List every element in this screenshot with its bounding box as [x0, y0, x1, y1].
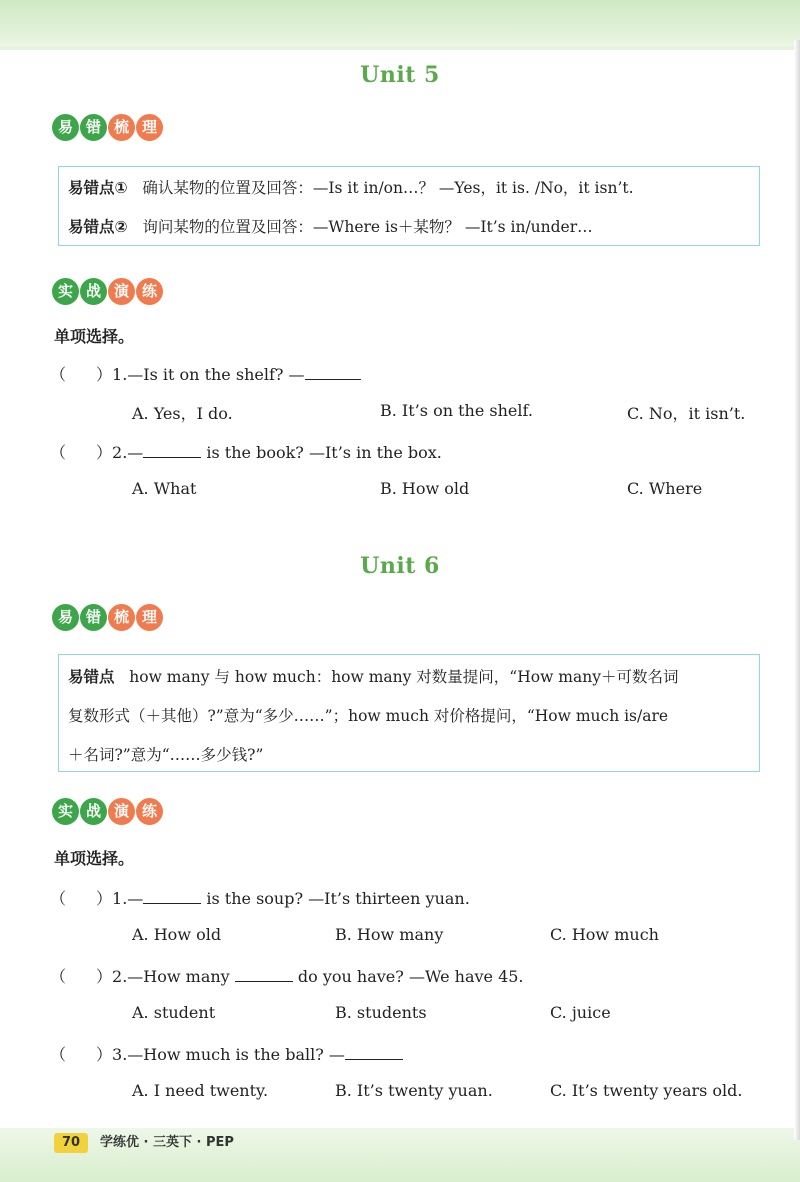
fill-blank[interactable] — [143, 903, 201, 904]
unit6-q1-option-a[interactable]: A. How old — [132, 925, 222, 944]
unit6-question-3: （ ）3.—How much is the ball? — — [50, 1042, 403, 1065]
unit6-q2-option-b[interactable]: B. students — [335, 1003, 427, 1022]
unit5-q1-option-b[interactable]: B. It’s on the shelf. — [380, 401, 533, 420]
unit6-point-line-2: 复数形式（＋其他）?”意为“多少……”；how much 对价格提问，“How much is/are — [68, 707, 669, 725]
fill-blank[interactable] — [235, 981, 293, 982]
header-band — [0, 0, 800, 50]
unit5-q1-option-c[interactable]: C. No，it isn’t. — [627, 404, 746, 423]
unit5-key-points-box — [58, 166, 760, 246]
unit6-q3-option-a[interactable]: A. I need twenty. — [132, 1081, 269, 1100]
unit5-point-2: 易错点② 询问某物的位置及回答：—Where is＋某物？ —It’s in/under… — [68, 218, 593, 236]
fill-blank[interactable] — [305, 379, 361, 380]
page-edge-shadow — [794, 40, 800, 1140]
page-number: 70 — [54, 1133, 88, 1153]
unit6-point-line-3: ＋名词?”意为“……多少钱?” — [68, 746, 264, 764]
unit6-q2-option-c[interactable]: C. juice — [550, 1003, 611, 1022]
unit6-q1-option-b[interactable]: B. How many — [335, 925, 444, 944]
unit5-instruction: 单项选择。 — [54, 327, 135, 346]
unit5-point-1: 易错点① 确认某物的位置及回答：—Is it in/on…？ —Yes，it is. /No，it isn’t. — [68, 179, 634, 197]
unit5-practice-tag: 实 战 演 练 — [52, 278, 163, 305]
unit5-q2-option-a[interactable]: A. What — [132, 479, 197, 498]
fill-blank[interactable] — [345, 1059, 403, 1060]
unit6-q2-option-a[interactable]: A. student — [132, 1003, 216, 1022]
unit6-instruction: 单项选择。 — [54, 849, 135, 868]
unit5-q2-option-c[interactable]: C. Where — [627, 479, 703, 498]
unit5-question-2: （ ）2.— is the book? —It’s in the box. — [50, 443, 442, 462]
unit5-q2-option-b[interactable]: B. How old — [380, 479, 470, 498]
unit6-question-2: （ ）2.—How many do you have? —We have 45. — [50, 967, 524, 986]
book-title: 学练优 · 三英下 · PEP — [100, 1135, 234, 1150]
unit5-summary-tag: 易 错 梳 理 — [52, 114, 163, 141]
unit6-q3-option-b[interactable]: B. It’s twenty yuan. — [335, 1081, 493, 1100]
unit5-title: Unit 5 — [360, 62, 440, 88]
unit6-question-1: （ ）1.— is the soup? —It’s thirteen yuan. — [50, 889, 470, 908]
unit6-practice-tag: 实 战 演 练 — [52, 798, 163, 825]
unit5-question-1: （ ）1.—Is it on the shelf? — — [50, 362, 361, 385]
unit6-title: Unit 6 — [360, 553, 440, 579]
unit6-point-line-1: 易错点 how many 与 how much：how many 对数量提问，“How many＋可数名词 — [68, 668, 679, 686]
unit6-q1-option-c[interactable]: C. How much — [550, 925, 659, 944]
unit6-summary-tag: 易 错 梳 理 — [52, 604, 163, 631]
unit6-key-points-box — [58, 654, 760, 772]
fill-blank[interactable] — [143, 457, 201, 458]
unit6-q3-option-c[interactable]: C. It’s twenty years old. — [550, 1081, 743, 1100]
unit5-q1-option-a[interactable]: A. Yes，I do. — [132, 404, 233, 423]
